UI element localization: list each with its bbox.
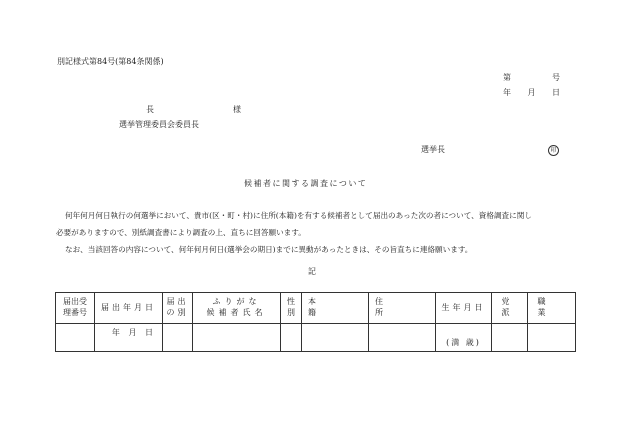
table-header-row <box>56 293 576 324</box>
header-filing-date-text: 届出年月日 <box>101 302 156 312</box>
ki-label: 記 <box>308 267 316 276</box>
header-filing-type-line-1: 届出 <box>166 297 189 307</box>
body-paragraph-2: なお、当該回答の内容について、何年何月何日(選挙会の期日)までに異動があったときは、その旨直ちに連絡願います。 <box>65 245 473 254</box>
document-date <box>503 89 560 97</box>
document-number <box>503 74 560 82</box>
header-address <box>369 293 436 324</box>
header-party-text: 党派 <box>501 297 518 317</box>
header-receipt-line-1: 届出受 <box>63 297 87 307</box>
header-honseki-text: 本籍 <box>308 297 354 317</box>
addressee-title: 選挙管理委員会委員長 <box>119 120 199 129</box>
cell-address <box>369 324 436 352</box>
sender-label: 選挙長 <box>421 145 445 154</box>
header-receipt-number <box>56 293 95 324</box>
date-day: 日 <box>552 88 560 97</box>
cell-party <box>492 324 528 352</box>
header-address-text: 住所 <box>375 297 421 317</box>
header-sex-line-1: 性 <box>287 297 295 307</box>
seal-mark: 印 <box>548 145 559 156</box>
body-paragraph-1-line-1: 何年何月何日執行の何選挙において、貴市(区・町・村)に住所(本籍)を有する候補者として届出のあった次の者について、資格調査に関し <box>65 211 532 220</box>
header-birthdate-text: 生年月日 <box>441 302 486 312</box>
number-prefix: 第 <box>503 73 511 82</box>
header-filing-type <box>163 293 193 324</box>
candidate-table <box>55 292 576 352</box>
cell-birthdate <box>436 324 492 352</box>
cell-honseki <box>302 324 369 352</box>
cell-sex <box>281 324 302 352</box>
header-party <box>492 293 528 324</box>
cell-age-text: (満 歳) <box>446 338 481 348</box>
header-sex-line-2: 別 <box>287 308 295 317</box>
header-sex <box>281 293 302 324</box>
addressee-head: 長 <box>146 105 154 114</box>
header-occupation <box>528 293 576 324</box>
header-receipt-line-2: 理番号 <box>63 308 87 317</box>
cell-filing-date-text: 年 月 日 <box>111 328 156 337</box>
body-paragraph-1-line-2: 必要がありますので、別紙調査書により調査の上、直ちに回答願います。 <box>56 228 306 237</box>
table-row <box>56 324 576 352</box>
date-month: 月 <box>527 88 536 97</box>
header-occupation-text: 職業 <box>537 297 566 317</box>
header-honseki <box>302 293 369 324</box>
form-reference: 別記様式第84号(第84条関係) <box>57 57 164 66</box>
cell-receipt-number <box>56 324 95 352</box>
header-name: 候補者氏名 <box>206 308 267 317</box>
addressee-honorific: 様 <box>233 105 241 114</box>
cell-candidate-name <box>193 324 281 352</box>
cell-filing-type <box>163 324 193 352</box>
number-suffix: 号 <box>552 73 560 82</box>
header-filing-date <box>95 293 163 324</box>
document-title: 候補者に関する調査について <box>244 179 368 188</box>
header-furigana: ふりがな <box>212 297 261 307</box>
header-birthdate <box>436 293 492 324</box>
cell-filing-date <box>95 324 163 352</box>
header-candidate-name <box>193 293 281 324</box>
date-year: 年 <box>503 88 511 97</box>
header-filing-type-line-2: の別 <box>166 308 189 317</box>
cell-occupation <box>528 324 576 352</box>
